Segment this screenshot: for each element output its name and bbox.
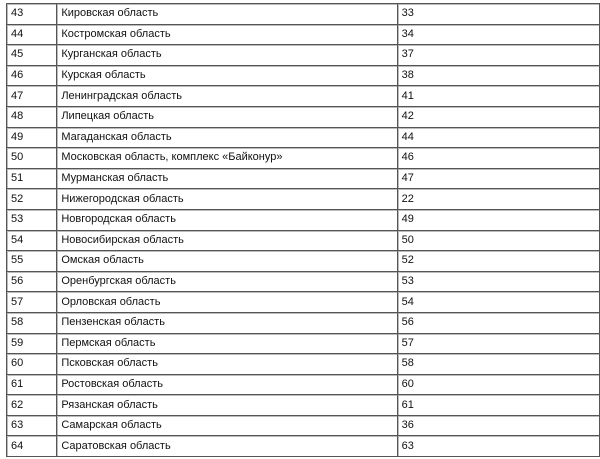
- region-name-cell: Саратовская область: [57, 436, 397, 457]
- row-number-cell: 56: [7, 272, 57, 293]
- row-number-cell: 55: [7, 251, 57, 272]
- table-row: [7, 189, 600, 210]
- table-row: [7, 436, 600, 457]
- row-number-cell: 64: [7, 436, 57, 457]
- region-name-cell: Магаданская область: [57, 128, 397, 149]
- region-code-cell: 36: [398, 416, 600, 437]
- row-number-cell: 49: [7, 128, 57, 149]
- row-number-cell: 62: [7, 395, 57, 416]
- row-number-cell: 46: [7, 66, 57, 87]
- table-row: [7, 375, 600, 396]
- regions-table-body: [7, 4, 600, 457]
- region-name-cell: Костромская область: [57, 25, 397, 46]
- region-name-cell: Оренбургская область: [57, 272, 397, 293]
- region-name-cell: Пермская область: [57, 334, 397, 355]
- region-code-cell: 60: [398, 375, 600, 396]
- table-row: [7, 86, 600, 107]
- region-name-cell: Кировская область: [57, 4, 397, 25]
- table-row: [7, 354, 600, 375]
- table-row: [7, 313, 600, 334]
- region-name-cell: Новгородская область: [57, 210, 397, 231]
- region-code-cell: 56: [398, 313, 600, 334]
- row-number-cell: 59: [7, 334, 57, 355]
- region-code-cell: 33: [398, 4, 600, 25]
- table-row: [7, 272, 600, 293]
- region-code-cell: 50: [398, 231, 600, 252]
- row-number-cell: 51: [7, 169, 57, 190]
- row-number-cell: 48: [7, 107, 57, 128]
- row-number-cell: 63: [7, 416, 57, 437]
- region-name-cell: Ростовская область: [57, 375, 397, 396]
- row-number-cell: 50: [7, 148, 57, 169]
- table-row: [7, 25, 600, 46]
- region-code-cell: 53: [398, 272, 600, 293]
- region-code-cell: 22: [398, 189, 600, 210]
- region-name-cell: Мурманская область: [57, 169, 397, 190]
- row-number-cell: 54: [7, 231, 57, 252]
- region-code-cell: 49: [398, 210, 600, 231]
- row-number-cell: 53: [7, 210, 57, 231]
- region-name-cell: Псковская область: [57, 354, 397, 375]
- region-code-cell: 47: [398, 169, 600, 190]
- region-name-cell: Новосибирская область: [57, 231, 397, 252]
- region-code-cell: 52: [398, 251, 600, 272]
- region-code-cell: 57: [398, 334, 600, 355]
- table-row: [7, 148, 600, 169]
- table-row: [7, 107, 600, 128]
- region-code-cell: 38: [398, 66, 600, 87]
- region-code-cell: 34: [398, 25, 600, 46]
- table-row: [7, 128, 600, 149]
- row-number-cell: 43: [7, 4, 57, 25]
- region-name-cell: Пензенская область: [57, 313, 397, 334]
- table-row: [7, 251, 600, 272]
- table-row: [7, 292, 600, 313]
- region-code-cell: 37: [398, 45, 600, 66]
- region-code-cell: 41: [398, 86, 600, 107]
- table-row: [7, 395, 600, 416]
- region-name-cell: Курская область: [57, 66, 397, 87]
- region-code-cell: 54: [398, 292, 600, 313]
- row-number-cell: 58: [7, 313, 57, 334]
- table-row: [7, 4, 600, 25]
- table-row: [7, 66, 600, 87]
- table-row: [7, 416, 600, 437]
- region-code-cell: 61: [398, 395, 600, 416]
- region-code-cell: 42: [398, 107, 600, 128]
- region-code-cell: 46: [398, 148, 600, 169]
- region-name-cell: Ленинградская область: [57, 86, 397, 107]
- region-code-cell: 63: [398, 436, 600, 457]
- region-name-cell: Липецкая область: [57, 107, 397, 128]
- row-number-cell: 52: [7, 189, 57, 210]
- region-code-cell: 58: [398, 354, 600, 375]
- region-name-cell: Омская область: [57, 251, 397, 272]
- row-number-cell: 44: [7, 25, 57, 46]
- region-name-cell: Рязанская область: [57, 395, 397, 416]
- region-name-cell: Курганская область: [57, 45, 397, 66]
- row-number-cell: 47: [7, 86, 57, 107]
- table-row: [7, 45, 600, 66]
- row-number-cell: 45: [7, 45, 57, 66]
- region-name-cell: Самарская область: [57, 416, 397, 437]
- table-row: [7, 231, 600, 252]
- table-row: [7, 334, 600, 355]
- region-code-cell: 44: [398, 128, 600, 149]
- row-number-cell: 60: [7, 354, 57, 375]
- region-name-cell: Московская область, комплекс «Байконур»: [57, 148, 397, 169]
- row-number-cell: 61: [7, 375, 57, 396]
- table-row: [7, 210, 600, 231]
- region-name-cell: Нижегородская область: [57, 189, 397, 210]
- regions-table: [6, 3, 600, 457]
- region-name-cell: Орловская область: [57, 292, 397, 313]
- table-row: [7, 169, 600, 190]
- row-number-cell: 57: [7, 292, 57, 313]
